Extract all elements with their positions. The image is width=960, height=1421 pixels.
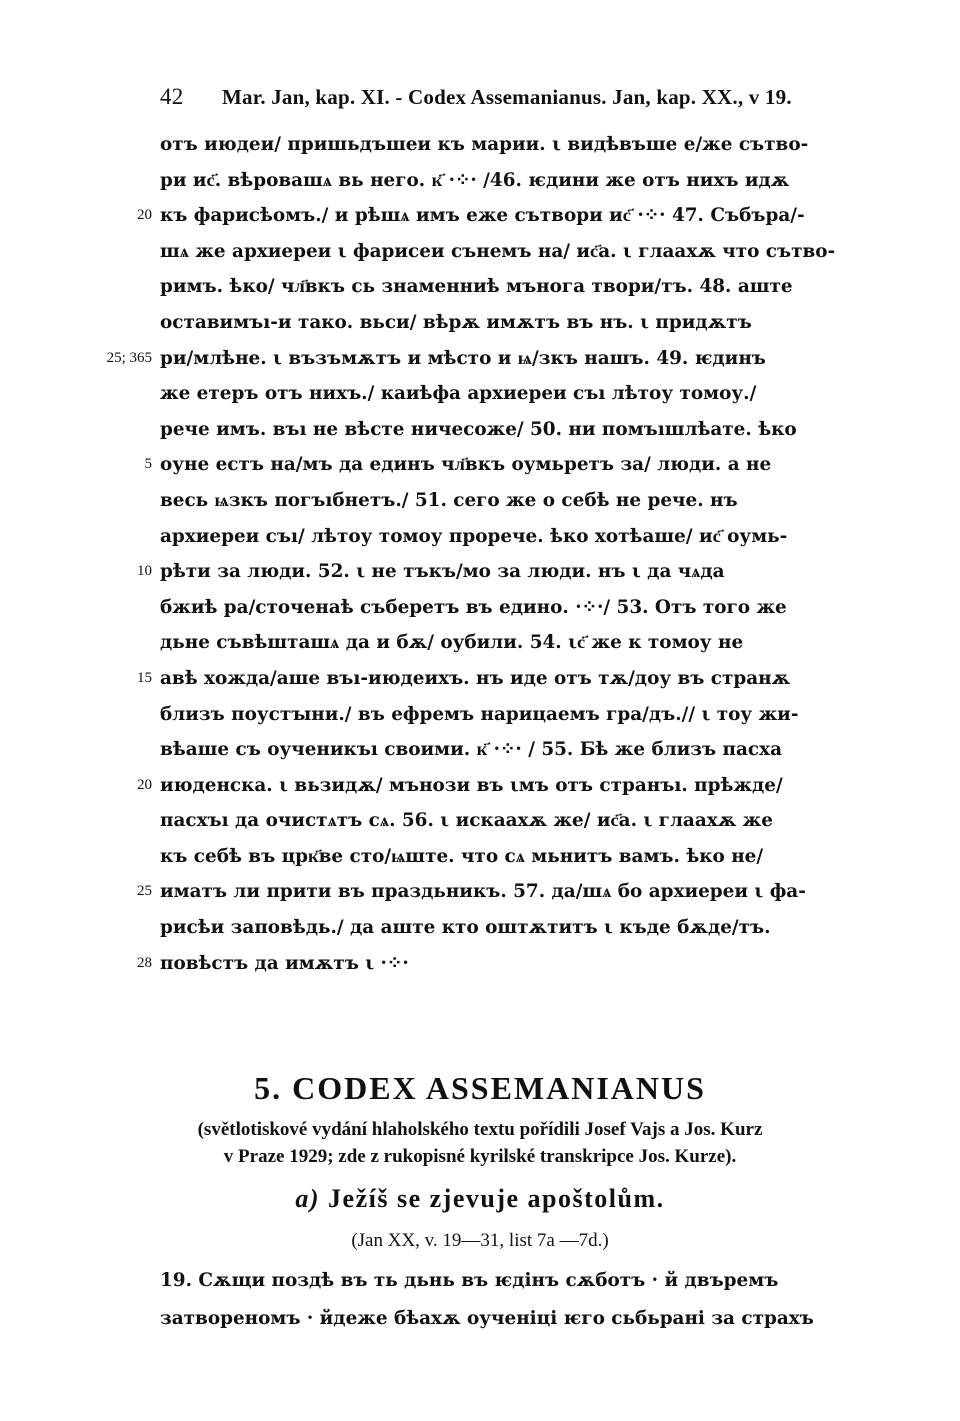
section-note-line: v Praze 1929; zde z rukopisné kyrilské transkripce Jos. Kurze). [223, 1146, 737, 1167]
section-note [0, 1116, 960, 1170]
line-text: дьне съвѣшташѧ да и бѫ/ оубили. 54. ιс҃ же к томоу не [160, 632, 744, 654]
line-text: къ себѣ въ црк҃ве сто/ѩште. что сѧ мьнитъ вамъ. ѣко не/ [160, 845, 764, 867]
text-line [0, 768, 960, 804]
text-line [0, 412, 960, 448]
text-line [0, 732, 960, 768]
text-line [0, 127, 960, 163]
line-number: 25 [137, 883, 152, 900]
text-block [0, 127, 960, 981]
subsection-title-text: Ježíš se zjevuje apoštolům. [328, 1184, 665, 1213]
line-text: вѣаше съ оученикъı своими. к҃ ·⁘· / 55. Бѣ же близъ пасха [160, 739, 783, 761]
text-line [0, 874, 960, 910]
line-text: же етеръ отъ нихъ./ каиѣфа архиереи съı лѣтоу томоу./ [160, 383, 757, 405]
text-line [0, 697, 960, 733]
line-text: повѣстъ да имѫтъ ι ·⁘· [160, 952, 409, 974]
text-line [0, 946, 960, 982]
text-line [0, 376, 960, 412]
line-text: къ фарисѣомъ./ и рѣшѧ имъ еже сътвори ис҃ ·⁘· 47. Събъра/- [160, 205, 805, 227]
text-line [0, 590, 960, 626]
line-text: оуне естъ на/мъ да единъ чл҃вкъ оумьретъ за/ люди. а не [160, 454, 772, 476]
line-text: отъ июдеи/ пришьдъшеи къ марии. ι видѣвъше е/же сътво- [160, 134, 809, 155]
line-text: ри/млѣне. ι възъмѫтъ и мѣсто и ѩ/зкъ нашъ. 49. ѥдинъ [160, 347, 766, 369]
line-text: рѣти за люди. 52. ι не тъкъ/мо за люди. нъ ι да чѧда [160, 561, 725, 583]
line-text: рече имъ. въı не вѣсте ничесоже/ 50. ни помъıшлѣате. ѣко [160, 418, 797, 440]
text-line [0, 910, 960, 946]
text-line [0, 803, 960, 839]
line-text: ри ис҃. вѣровашѧ вь него. к҃ ·⁘· /46. ѥдини же отъ нихъ идѫ [160, 169, 790, 191]
line-text: июденска. ι вьзидѫ/ мънози въ ιмъ отъ странъı. прѣжде/ [160, 774, 783, 796]
line-text: пасхъı да очистѧтъ сѧ. 56. ι искаахѫ же/ ис҃а. ι глаахѫ же [160, 810, 773, 832]
text-line [0, 625, 960, 661]
section-note-line: (světlotiskové vydání hlaholského textu pořídili Josef Vajs a Jos. Kurz [197, 1119, 763, 1140]
text-line [0, 839, 960, 875]
line-text: иматъ ли прити въ праздьникъ. 57. да/шѧ бо архиереи ι фа- [160, 881, 806, 903]
text-line [0, 1262, 960, 1300]
text-line [0, 554, 960, 590]
text-line [0, 269, 960, 305]
line-text: 19. Сѫщи поздѣ въ ть дьнь въ ѥдінъ сѫботъ · й двъремъ [160, 1270, 779, 1291]
text-line [0, 198, 960, 234]
text-line [0, 163, 960, 199]
subsection-reference: (Jan XX, v. 19—31, list 7a —7d.) [351, 1230, 609, 1251]
line-text: близъ поустꙑни./ въ ефремъ нарицаемъ гра/дъ.// ι тоу жи- [160, 703, 799, 725]
page-number: 42 [160, 84, 184, 109]
subsection-label: a) [295, 1184, 321, 1213]
line-number: 20 [137, 776, 152, 793]
line-text: рисѣи заповѣдь./ да аште кто оштѫтитъ ι къде бѫде/тъ. [160, 917, 771, 939]
line-text: весь ѩзкъ погъıбнетъ./ 51. сего же о себѣ не рече. нъ [160, 489, 738, 511]
text-line [0, 305, 960, 341]
page-header [160, 84, 792, 110]
text-line [0, 661, 960, 697]
line-number: 5 [144, 456, 152, 473]
line-number: 15 [137, 669, 152, 686]
text-line [0, 447, 960, 483]
text-line [0, 234, 960, 270]
line-text: авѣ хожда/аше въı-июдеихъ. нъ иде отъ тѫ/доу въ странѫ [160, 667, 791, 689]
line-text: оставимъı-и тако. вьси/ вѣрѫ имѫтъ въ нъ. ι придѫтъ [160, 311, 752, 333]
line-text: бжиѣ ра/сточенаѣ съберетъ въ едино. ·⁘·/ 53. Отъ того же [160, 596, 787, 618]
running-title: Mar. Jan, kap. XI. - Codex Assemanianus. Jan, kap. XX., v 19. [222, 85, 792, 109]
line-text: шѧ же архиереи ι фарисеи сънемъ на/ ис҃а. ι глаахѫ что сътво- [160, 240, 836, 262]
line-number: 10 [137, 563, 152, 580]
subsection-title [0, 1184, 960, 1214]
text-line [0, 1300, 960, 1338]
text-line [0, 483, 960, 519]
text-line [0, 341, 960, 377]
line-text: архиереи съı/ лѣтоу томоу прорече. ѣко хотѣаше/ ис҃ оумь- [160, 525, 788, 547]
line-text: римъ. ѣко/ чл҃вкъ сь знаменниѣ мънога твори/тъ. 48. аште [160, 276, 793, 298]
line-number: 20 [137, 207, 152, 224]
line-number: 25; 365 [106, 349, 152, 366]
line-number: 28 [137, 954, 152, 971]
bottom-text-block [0, 1262, 960, 1338]
section-title: 5. CODEX ASSEMANIANUS [254, 1070, 706, 1106]
line-text: затвореномъ · йдеже бѣахѫ оученіці ѥго сьбьрані за страхъ [160, 1308, 814, 1329]
text-line [0, 519, 960, 555]
